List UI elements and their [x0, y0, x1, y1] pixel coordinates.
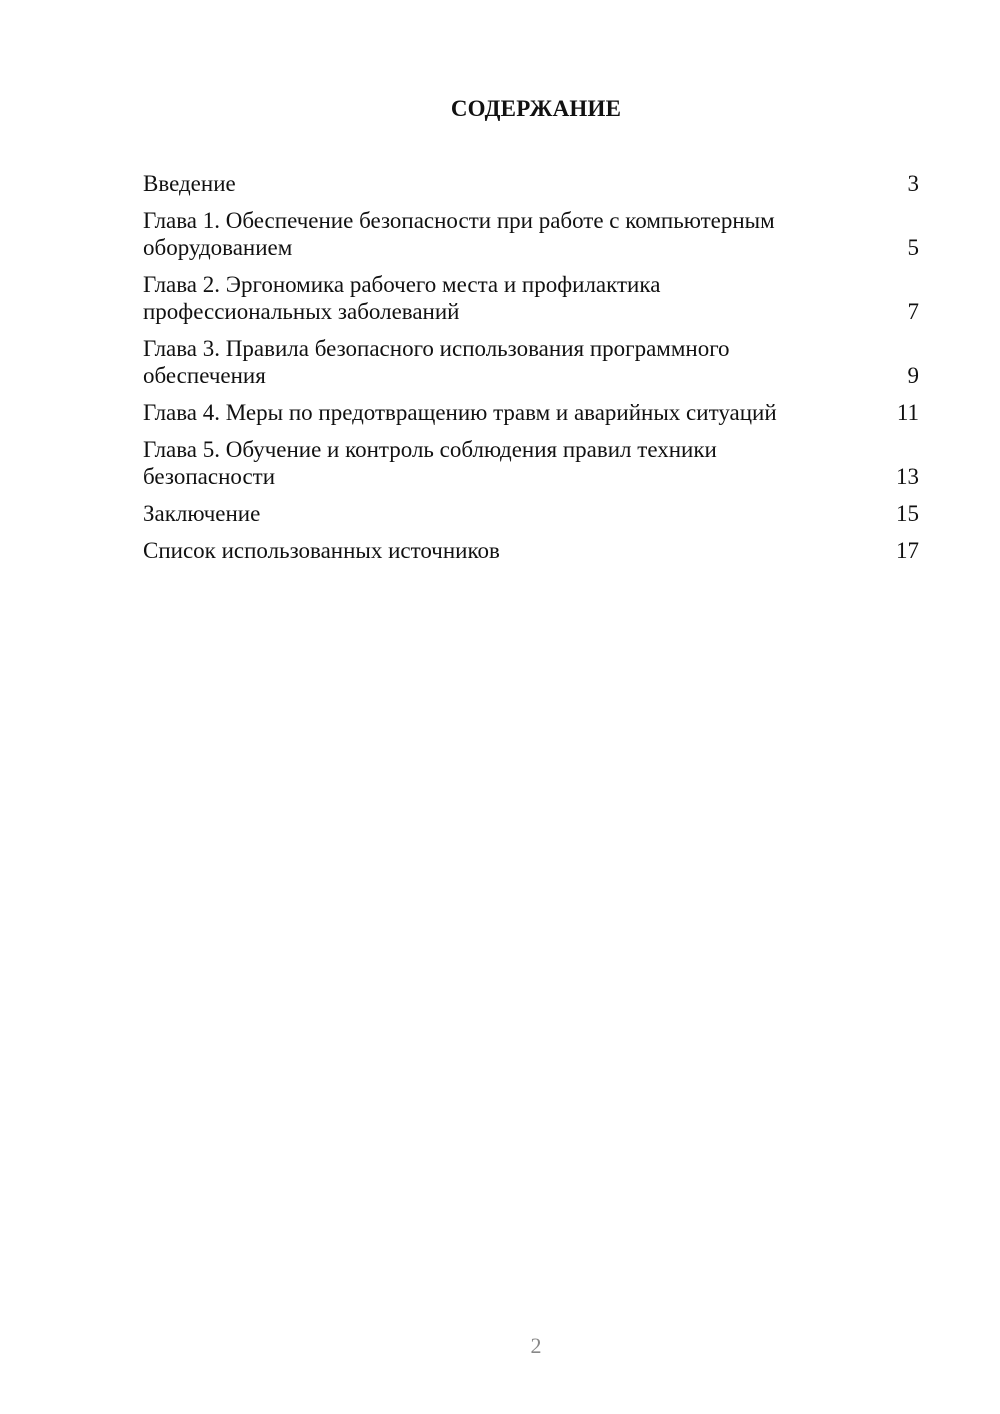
- toc-entry-page: 11: [896, 400, 919, 425]
- toc-entry-text: Глава 2. Эргономика рабочего места и профилактика профессиональных заболеваний: [143, 272, 661, 324]
- toc-entry-page: 3: [907, 171, 919, 196]
- toc-entry-page: 13: [896, 464, 919, 489]
- toc-entry-page: 15: [896, 501, 919, 526]
- toc-entry-page: 17: [896, 538, 919, 563]
- toc-entry-chapter-1: [143, 207, 919, 261]
- toc-entry-references: [143, 537, 919, 564]
- toc-entry-chapter-2: [143, 271, 919, 325]
- toc-entry-chapter-3: [143, 335, 919, 389]
- toc-entry-page: 9: [907, 363, 919, 388]
- toc-entry-page: 5: [907, 235, 919, 260]
- toc-entry-text: Заключение: [143, 501, 261, 526]
- toc-list: [143, 170, 919, 574]
- toc-entry-text: Глава 3. Правила безопасного использования программного обеспечения: [143, 336, 730, 388]
- toc-entry-page: 7: [907, 299, 919, 324]
- toc-entry-text: Глава 1. Обеспечение безопасности при работе с компьютерным оборудованием: [143, 208, 775, 260]
- toc-title: СОДЕРЖАНИЕ: [450, 96, 622, 121]
- toc-entry-chapter-5: [143, 436, 919, 490]
- toc-entry-text: Введение: [143, 171, 236, 196]
- toc-entry-introduction: [143, 170, 919, 197]
- toc-entry-text: Глава 4. Меры по предотвращению травм и аварийных ситуаций: [143, 400, 777, 425]
- toc-entry-conclusion: [143, 500, 919, 527]
- page-number: 2: [530, 1333, 542, 1358]
- toc-entry-text: Список использованных источников: [143, 538, 500, 563]
- toc-entry-text: Глава 5. Обучение и контроль соблюдения правил техники безопасности: [143, 437, 717, 489]
- toc-entry-chapter-4: [143, 399, 919, 426]
